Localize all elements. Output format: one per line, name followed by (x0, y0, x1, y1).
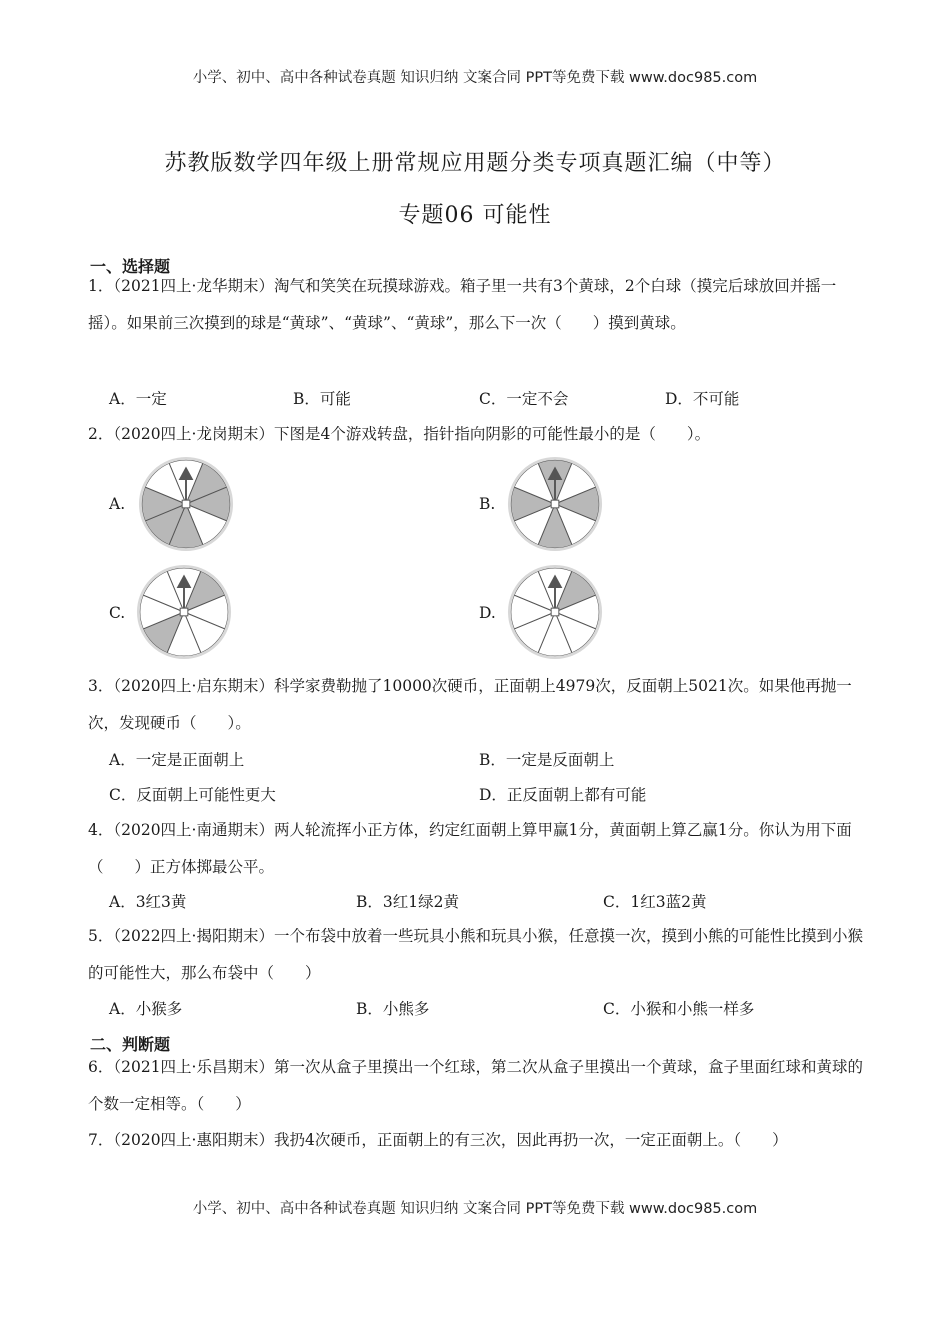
q5-option-c: C．小猴和小熊一样多 (603, 1000, 755, 1018)
spinner-wheel-c (136, 564, 232, 660)
question-7: 7．（2020四上·惠阳期末）我扔4次硬币，正面朝上的有三次，因此再扔一次，一定正面朝上。（ ） (88, 1131, 788, 1149)
pointer-hub (182, 500, 190, 508)
question-6: 6．（2021四上·乐昌期末）第一次从盒子里摸出一个红球，第二次从盒子里摸出一个黄球，盒子里面红球和黄球的个数一定相等。（ ） (88, 1058, 863, 1113)
question-3: 3．（2020四上·启东期末）科学家费勒抛了10000次硬币，正面朝上4979次，反面朝上5021次。如果他再抛一次，发现硬币（ ）。 (88, 677, 852, 732)
q3-option-d: D．正反面朝上都有可能 (479, 786, 647, 804)
q4-option-a: A．3红3黄 (109, 893, 187, 911)
page-footer: 小学、初中、高中各种试卷真题 知识归纳 文案合同 PPT等免费下载 www.doc985.com (192, 1201, 758, 1217)
spinner-wheel-d (507, 564, 603, 660)
q4-option-b: B．3红1绿2黄 (356, 893, 459, 911)
document-title: 苏教版数学四年级上册常规应用题分类专项真题汇编（中等） (164, 151, 786, 176)
spinner-wheel-a (138, 456, 234, 552)
q3-option-c: C．反面朝上可能性更大 (109, 786, 276, 804)
q2-option-b: B. (479, 495, 496, 513)
q2-option-a: A. (109, 495, 126, 513)
q1-option-c: C．一定不会 (479, 390, 569, 408)
q2-option-c: C. (109, 604, 126, 622)
question-1: 1．（2021四上·龙华期末）淘气和笑笑在玩摸球游戏。箱子里一共有3个黄球，2个白球（摸完后球放回并摇一摇）。如果前三次摸到的球是“黄球”、“黄球”、“黄球”，那么下一次（ ）摸到黄球。 (88, 277, 837, 332)
q3-option-b: B．一定是反面朝上 (479, 751, 615, 769)
q2-option-d: D. (479, 604, 496, 622)
q5-option-b: B．小熊多 (356, 1000, 430, 1018)
document-subtitle: 专题06 可能性 (398, 203, 552, 228)
question-2: 2．（2020四上·龙岗期末）下图是4个游戏转盘，指针指向阴影的可能性最小的是（ ）。 (88, 425, 711, 443)
q1-option-a: A．一定 (109, 390, 167, 408)
pointer-hub (551, 608, 559, 616)
q1-option-b: B．可能 (293, 390, 351, 408)
q5-option-a: A．小猴多 (109, 1000, 183, 1018)
section-multiple-choice: 一、选择题 (90, 257, 171, 276)
pointer-hub (551, 500, 559, 508)
question-5: 5．（2022四上·揭阳期末）一个布袋中放着一些玩具小熊和玩具小猴，任意摸一次，摸到小熊的可能性比摸到小猴的可能性大，那么布袋中（ ） (88, 927, 863, 982)
q1-option-d: D．不可能 (665, 390, 740, 408)
spinner-wheel-b (507, 456, 603, 552)
q3-option-a: A．一定是正面朝上 (109, 751, 245, 769)
page-header: 小学、初中、高中各种试卷真题 知识归纳 文案合同 PPT等免费下载 www.doc985.com (192, 70, 758, 86)
pointer-hub (180, 608, 188, 616)
section-true-false: 二、判断题 (90, 1035, 171, 1054)
q4-option-c: C．1红3蓝2黄 (603, 893, 707, 911)
question-4: 4．（2020四上·南通期末）两人轮流挥小正方体，约定红面朝上算甲赢1分，黄面朝上算乙赢1分。你认为用下面（ ）正方体掷最公平。 (88, 821, 852, 876)
